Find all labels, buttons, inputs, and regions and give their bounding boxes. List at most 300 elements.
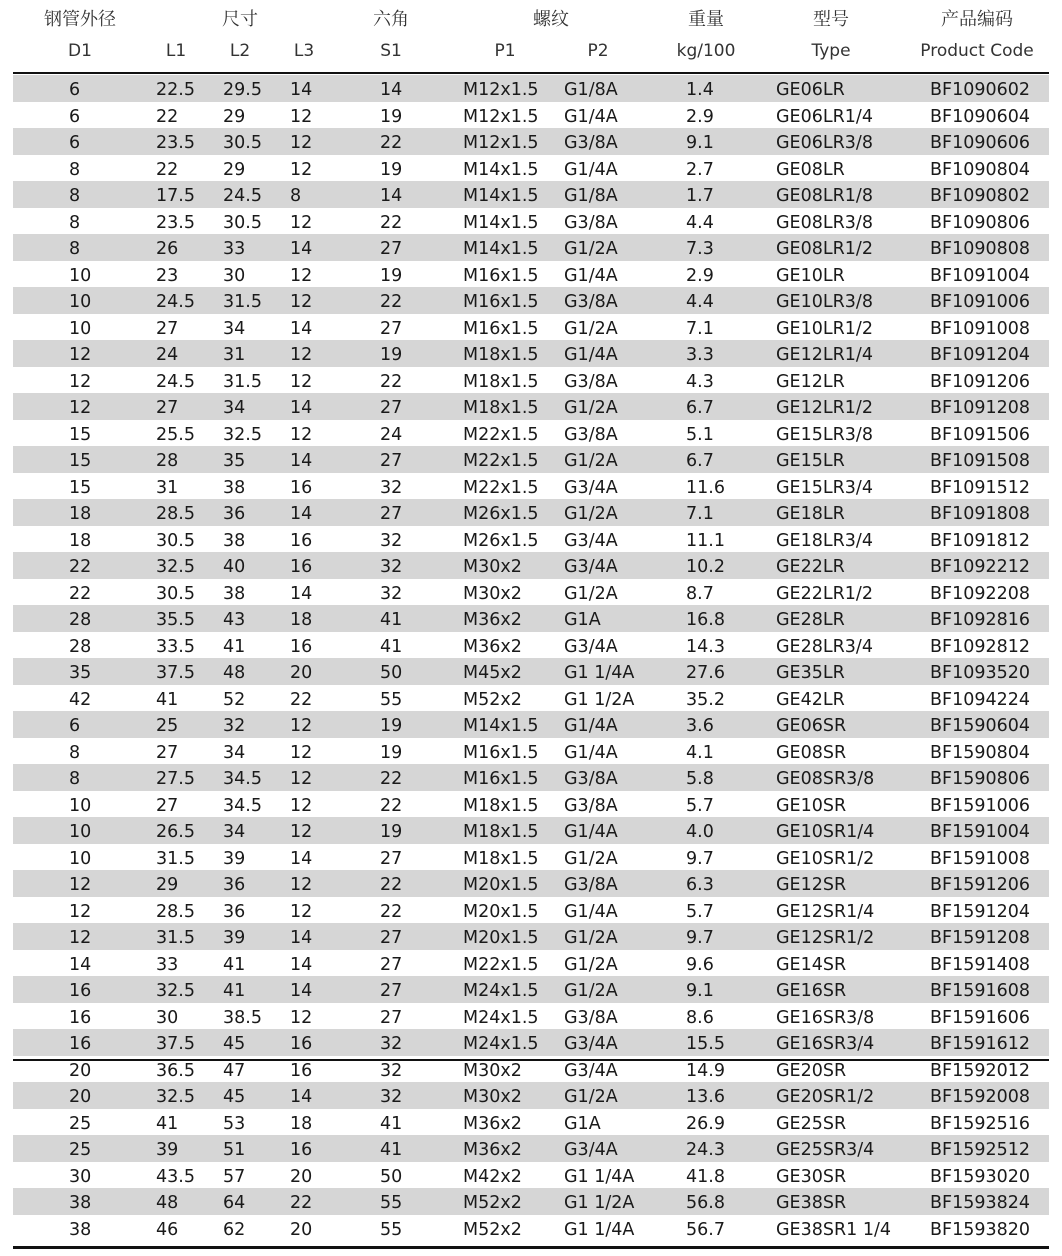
- header-group-product-code: 产品编码: [941, 9, 1013, 30]
- cell-s1: 14: [380, 80, 403, 100]
- cell-l2: 38: [223, 583, 246, 604]
- cell-type: GE16SR3/4: [776, 1034, 875, 1054]
- cell-l2: 47: [223, 1060, 246, 1081]
- cell-l2: 30.5: [223, 133, 262, 153]
- cell-p1: M20x1.5: [463, 928, 539, 948]
- cell-p2: G1/4A: [564, 106, 618, 127]
- cell-l3: 12: [290, 106, 313, 127]
- cell-type: GE12SR1/4: [776, 901, 875, 922]
- cell-d1: 10: [69, 848, 92, 869]
- cell-type: GE12LR: [776, 371, 845, 392]
- cell-weight: 8.7: [686, 583, 714, 604]
- cell-p2: G1/2A: [564, 239, 618, 259]
- cell-l3: 12: [290, 795, 313, 816]
- cell-l1: 31.5: [156, 848, 195, 869]
- cell-l2: 32.5: [223, 424, 262, 445]
- table-row: [13, 446, 1049, 473]
- cell-s1: 27: [380, 928, 403, 948]
- table-row: [13, 367, 1049, 394]
- cell-p2: G1/8A: [564, 186, 618, 206]
- cell-p1: M24x1.5: [463, 1034, 539, 1054]
- table-row: [13, 950, 1049, 977]
- cell-l3: 14: [290, 954, 313, 975]
- cell-l2: 52: [223, 689, 246, 710]
- cell-l2: 34: [223, 318, 246, 339]
- cell-d1: 6: [69, 80, 81, 100]
- cell-p1: M22x1.5: [463, 451, 539, 471]
- cell-l3: 16: [290, 557, 313, 577]
- cell-code: BF1093520: [930, 663, 1031, 683]
- cell-weight: 8.6: [686, 1007, 714, 1028]
- cell-code: BF1090806: [930, 212, 1031, 233]
- table-row: [13, 234, 1049, 261]
- cell-l1: 22.5: [156, 80, 195, 100]
- cell-s1: 32: [380, 1060, 403, 1081]
- cell-l2: 62: [223, 1219, 246, 1240]
- cell-d1: 38: [69, 1193, 92, 1213]
- cell-weight: 9.7: [686, 928, 714, 948]
- cell-l2: 41: [223, 636, 246, 657]
- cell-code: BF1592008: [930, 1087, 1031, 1107]
- cell-p2: G1 1/4A: [564, 1219, 635, 1240]
- cell-s1: 55: [380, 689, 403, 710]
- cell-d1: 10: [69, 265, 92, 286]
- cell-s1: 32: [380, 583, 403, 604]
- cell-p1: M52x2: [463, 1219, 522, 1240]
- table-row: [13, 128, 1049, 155]
- cell-d1: 16: [69, 1034, 92, 1054]
- cell-p2: G3/8A: [564, 212, 618, 233]
- cell-l2: 31.5: [223, 292, 262, 312]
- table-bottom-rule: [13, 1246, 1049, 1249]
- cell-l3: 12: [290, 424, 313, 445]
- header-col-p1: P1: [494, 41, 516, 61]
- cell-weight: 4.4: [686, 292, 714, 312]
- cell-l1: 25.5: [156, 424, 195, 445]
- cell-weight: 9.1: [686, 133, 714, 153]
- cell-l3: 12: [290, 875, 313, 895]
- header-group-type: 型号: [813, 9, 849, 30]
- cell-l3: 20: [290, 663, 313, 683]
- cell-weight: 7.1: [686, 318, 714, 339]
- cell-code: BF1590804: [930, 742, 1031, 763]
- cell-weight: 5.8: [686, 769, 714, 789]
- cell-d1: 18: [69, 504, 92, 524]
- cell-type: GE10SR1/2: [776, 848, 875, 869]
- cell-d1: 6: [69, 106, 81, 127]
- cell-type: GE08LR1/2: [776, 239, 873, 259]
- table-body: [13, 75, 1049, 1241]
- table-row: [13, 208, 1049, 235]
- cell-l2: 29.5: [223, 80, 262, 100]
- cell-s1: 19: [380, 159, 403, 180]
- cell-l1: 32.5: [156, 981, 195, 1001]
- cell-l3: 22: [290, 689, 313, 710]
- header-col-s1: S1: [380, 41, 402, 61]
- cell-d1: 18: [69, 530, 92, 551]
- cell-code: BF1092816: [930, 610, 1031, 630]
- cell-l1: 30: [156, 1007, 179, 1028]
- cell-l1: 27: [156, 795, 179, 816]
- cell-s1: 27: [380, 848, 403, 869]
- cell-d1: 8: [69, 769, 81, 789]
- cell-p2: G3/8A: [564, 875, 618, 895]
- cell-p2: G3/4A: [564, 530, 618, 551]
- cell-l3: 16: [290, 530, 313, 551]
- cell-d1: 20: [69, 1087, 92, 1107]
- cell-code: BF1090804: [930, 159, 1031, 180]
- cell-l2: 36: [223, 875, 246, 895]
- cell-weight: 24.3: [686, 1140, 725, 1160]
- cell-p1: M14x1.5: [463, 239, 539, 259]
- cell-l1: 23.5: [156, 133, 195, 153]
- cell-l2: 51: [223, 1140, 246, 1160]
- cell-l2: 39: [223, 848, 246, 869]
- cell-p1: M52x2: [463, 689, 522, 710]
- cell-p2: G3/4A: [564, 1140, 618, 1160]
- table-row: [13, 287, 1049, 314]
- cell-d1: 38: [69, 1219, 92, 1240]
- cell-l1: 23: [156, 265, 179, 286]
- table-row: [13, 791, 1049, 818]
- cell-s1: 19: [380, 822, 403, 842]
- cell-type: GE20SR1/2: [776, 1087, 875, 1107]
- cell-p2: G1/2A: [564, 848, 618, 869]
- cell-l1: 36.5: [156, 1060, 195, 1081]
- cell-s1: 27: [380, 451, 403, 471]
- table-row: [13, 870, 1049, 897]
- cell-l1: 37.5: [156, 663, 195, 683]
- cell-l2: 34: [223, 742, 246, 763]
- table-row: [13, 155, 1049, 182]
- cell-l2: 34.5: [223, 795, 262, 816]
- cell-l3: 18: [290, 610, 313, 630]
- cell-l2: 41: [223, 954, 246, 975]
- cell-weight: 26.9: [686, 1113, 725, 1134]
- cell-p2: G3/8A: [564, 769, 618, 789]
- cell-l1: 27: [156, 398, 179, 418]
- cell-code: BF1592516: [930, 1113, 1031, 1134]
- cell-code: BF1592012: [930, 1060, 1031, 1081]
- cell-l1: 25: [156, 716, 179, 736]
- cell-p1: M36x2: [463, 636, 522, 657]
- cell-p2: G1/8A: [564, 80, 618, 100]
- table-header: [0, 0, 1062, 72]
- cell-s1: 19: [380, 345, 403, 365]
- table-row: [13, 605, 1049, 632]
- cell-p2: G1A: [564, 610, 601, 630]
- cell-type: GE15LR3/8: [776, 424, 873, 445]
- cell-s1: 27: [380, 1007, 403, 1028]
- cell-d1: 8: [69, 742, 81, 763]
- table-row: [13, 764, 1049, 791]
- header-group-dimensions: 尺寸: [222, 9, 258, 30]
- cell-s1: 22: [380, 371, 403, 392]
- cell-weight: 6.7: [686, 398, 714, 418]
- table-row: [13, 261, 1049, 288]
- cell-s1: 41: [380, 636, 403, 657]
- cell-l1: 27.5: [156, 769, 195, 789]
- cell-l1: 24.5: [156, 292, 195, 312]
- cell-l3: 12: [290, 292, 313, 312]
- cell-l3: 12: [290, 159, 313, 180]
- cell-code: BF1591004: [930, 822, 1031, 842]
- cell-d1: 8: [69, 212, 81, 233]
- cell-code: BF1090606: [930, 133, 1031, 153]
- cell-code: BF1591006: [930, 795, 1031, 816]
- cell-s1: 22: [380, 901, 403, 922]
- table-row: [13, 1215, 1049, 1242]
- cell-type: GE08LR3/8: [776, 212, 873, 233]
- cell-type: GE28LR3/4: [776, 636, 873, 657]
- cell-code: BF1590806: [930, 769, 1031, 789]
- cell-s1: 27: [380, 398, 403, 418]
- cell-l3: 22: [290, 1193, 313, 1213]
- cell-p2: G1/2A: [564, 1087, 618, 1107]
- cell-s1: 27: [380, 318, 403, 339]
- cell-d1: 10: [69, 292, 92, 312]
- cell-l1: 24: [156, 345, 179, 365]
- cell-l3: 12: [290, 901, 313, 922]
- cell-s1: 32: [380, 477, 403, 498]
- cell-weight: 27.6: [686, 663, 725, 683]
- cell-type: GE08LR: [776, 159, 845, 180]
- cell-code: BF1090802: [930, 186, 1031, 206]
- cell-p2: G1/4A: [564, 822, 618, 842]
- cell-s1: 22: [380, 795, 403, 816]
- cell-l2: 38: [223, 477, 246, 498]
- cell-l1: 23.5: [156, 212, 195, 233]
- cell-l3: 14: [290, 981, 313, 1001]
- cell-l2: 35: [223, 451, 246, 471]
- cell-p1: M18x1.5: [463, 822, 539, 842]
- cell-d1: 12: [69, 398, 92, 418]
- cell-p1: M16x1.5: [463, 742, 539, 763]
- cell-p2: G1/4A: [564, 901, 618, 922]
- cell-l3: 14: [290, 451, 313, 471]
- cell-l1: 41: [156, 1113, 179, 1134]
- cell-code: BF1094224: [930, 689, 1031, 710]
- table-row: [13, 1162, 1049, 1189]
- cell-weight: 56.7: [686, 1219, 725, 1240]
- cell-weight: 3.3: [686, 345, 714, 365]
- cell-l1: 37.5: [156, 1034, 195, 1054]
- cell-code: BF1091808: [930, 504, 1031, 524]
- cell-weight: 35.2: [686, 689, 725, 710]
- cell-p1: M42x2: [463, 1166, 522, 1187]
- cell-weight: 13.6: [686, 1087, 725, 1107]
- cell-l2: 57: [223, 1166, 246, 1187]
- cell-code: BF1590604: [930, 716, 1031, 736]
- cell-p1: M20x1.5: [463, 875, 539, 895]
- cell-l1: 29: [156, 875, 179, 895]
- cell-type: GE14SR: [776, 954, 847, 975]
- header-group-thread: 螺纹: [533, 9, 569, 30]
- cell-p1: M30x2: [463, 583, 522, 604]
- cell-l3: 20: [290, 1166, 313, 1187]
- cell-d1: 6: [69, 716, 81, 736]
- cell-p2: G3/8A: [564, 1007, 618, 1028]
- cell-p2: G1/4A: [564, 716, 618, 736]
- cell-l2: 34: [223, 822, 246, 842]
- cell-l3: 16: [290, 1140, 313, 1160]
- cell-l3: 14: [290, 318, 313, 339]
- table-row: [13, 1135, 1049, 1162]
- cell-l1: 28: [156, 451, 179, 471]
- cell-p2: G1 1/2A: [564, 689, 635, 710]
- cell-d1: 16: [69, 1007, 92, 1028]
- cell-l3: 12: [290, 1007, 313, 1028]
- cell-type: GE08SR: [776, 742, 847, 763]
- table-row: [13, 473, 1049, 500]
- cell-l2: 64: [223, 1193, 246, 1213]
- cell-p2: G1 1/4A: [564, 1166, 635, 1187]
- table-row: [13, 420, 1049, 447]
- cell-s1: 55: [380, 1219, 403, 1240]
- cell-s1: 27: [380, 239, 403, 259]
- cell-type: GE25SR: [776, 1113, 847, 1134]
- cell-l1: 35.5: [156, 610, 195, 630]
- cell-d1: 16: [69, 981, 92, 1001]
- cell-type: GE15LR3/4: [776, 477, 873, 498]
- cell-weight: 4.0: [686, 822, 714, 842]
- cell-l2: 38: [223, 530, 246, 551]
- cell-s1: 19: [380, 742, 403, 763]
- cell-weight: 14.9: [686, 1060, 725, 1081]
- cell-weight: 9.1: [686, 981, 714, 1001]
- cell-l3: 14: [290, 848, 313, 869]
- cell-p2: G1/2A: [564, 928, 618, 948]
- cell-d1: 20: [69, 1060, 92, 1081]
- cell-s1: 19: [380, 265, 403, 286]
- table-row: [13, 923, 1049, 950]
- cell-type: GE10LR1/2: [776, 318, 873, 339]
- cell-s1: 22: [380, 769, 403, 789]
- cell-l2: 39: [223, 928, 246, 948]
- cell-p2: G1/2A: [564, 318, 618, 339]
- cell-p1: M18x1.5: [463, 371, 539, 392]
- cell-p2: G1/4A: [564, 159, 618, 180]
- table-row: [13, 844, 1049, 871]
- cell-l2: 30: [223, 265, 246, 286]
- cell-p2: G3/8A: [564, 371, 618, 392]
- cell-code: BF1091506: [930, 424, 1031, 445]
- header-group-weight: 重量: [688, 9, 724, 30]
- cell-type: GE38SR1 1/4: [776, 1219, 892, 1240]
- cell-l3: 14: [290, 80, 313, 100]
- cell-code: BF1090602: [930, 80, 1031, 100]
- cell-s1: 22: [380, 133, 403, 153]
- cell-s1: 50: [380, 663, 403, 683]
- cell-p1: M20x1.5: [463, 901, 539, 922]
- cell-d1: 25: [69, 1113, 92, 1134]
- cell-l3: 8: [290, 186, 302, 206]
- cell-p1: M14x1.5: [463, 186, 539, 206]
- table-row: [13, 1029, 1049, 1056]
- cell-s1: 27: [380, 981, 403, 1001]
- cell-type: GE06SR: [776, 716, 847, 736]
- cell-code: BF1090808: [930, 239, 1031, 259]
- cell-l3: 12: [290, 769, 313, 789]
- cell-weight: 1.7: [686, 186, 714, 206]
- cell-p1: M16x1.5: [463, 292, 539, 312]
- cell-s1: 14: [380, 186, 403, 206]
- cell-l1: 24.5: [156, 371, 195, 392]
- cell-code: BF1091004: [930, 265, 1031, 286]
- cell-weight: 2.9: [686, 106, 714, 127]
- cell-p1: M16x1.5: [463, 769, 539, 789]
- cell-s1: 24: [380, 424, 403, 445]
- cell-l3: 12: [290, 822, 313, 842]
- cell-s1: 41: [380, 610, 403, 630]
- cell-type: GE06LR1/4: [776, 106, 873, 127]
- cell-type: GE22LR1/2: [776, 583, 873, 604]
- table-row: [13, 579, 1049, 606]
- table-row: [13, 897, 1049, 924]
- cell-l3: 14: [290, 583, 313, 604]
- cell-code: BF1591612: [930, 1034, 1031, 1054]
- cell-code: BF1091006: [930, 292, 1031, 312]
- cell-weight: 5.7: [686, 901, 714, 922]
- cell-d1: 14: [69, 954, 92, 975]
- cell-d1: 15: [69, 477, 92, 498]
- cell-p1: M22x1.5: [463, 477, 539, 498]
- cell-s1: 22: [380, 212, 403, 233]
- cell-d1: 12: [69, 901, 92, 922]
- cell-weight: 11.1: [686, 530, 725, 551]
- table-row: [13, 181, 1049, 208]
- cell-l1: 17.5: [156, 186, 195, 206]
- cell-type: GE15LR: [776, 451, 845, 471]
- cell-d1: 8: [69, 186, 81, 206]
- cell-l1: 28.5: [156, 901, 195, 922]
- cell-s1: 41: [380, 1140, 403, 1160]
- cell-code: BF1591208: [930, 928, 1031, 948]
- header-col-type: Type: [811, 41, 851, 61]
- cell-code: BF1091508: [930, 451, 1031, 471]
- cell-type: GE38SR: [776, 1193, 847, 1213]
- cell-code: BF1090604: [930, 106, 1031, 127]
- cell-type: GE06LR3/8: [776, 133, 873, 153]
- cell-l1: 39: [156, 1140, 179, 1160]
- cell-p2: G1/2A: [564, 398, 618, 418]
- cell-p1: M16x1.5: [463, 318, 539, 339]
- cell-l2: 36: [223, 901, 246, 922]
- cell-s1: 50: [380, 1166, 403, 1187]
- cell-weight: 2.7: [686, 159, 714, 180]
- cell-l3: 14: [290, 1087, 313, 1107]
- cell-p2: G1/2A: [564, 451, 618, 471]
- cell-type: GE08LR1/8: [776, 186, 873, 206]
- cell-weight: 7.3: [686, 239, 714, 259]
- cell-l2: 45: [223, 1034, 246, 1054]
- cell-s1: 27: [380, 954, 403, 975]
- cell-d1: 8: [69, 159, 81, 180]
- cell-l3: 12: [290, 716, 313, 736]
- cell-p1: M22x1.5: [463, 424, 539, 445]
- cell-p1: M18x1.5: [463, 345, 539, 365]
- header-col-l3: L3: [293, 41, 315, 61]
- cell-p2: G3/4A: [564, 1034, 618, 1054]
- cell-p2: G3/4A: [564, 1060, 618, 1081]
- cell-type: GE10SR1/4: [776, 822, 875, 842]
- cell-s1: 19: [380, 716, 403, 736]
- cell-weight: 41.8: [686, 1166, 725, 1187]
- header-divider: [13, 72, 1049, 74]
- cell-type: GE25SR3/4: [776, 1140, 875, 1160]
- cell-type: GE06LR: [776, 80, 845, 100]
- cell-p1: M12x1.5: [463, 106, 539, 127]
